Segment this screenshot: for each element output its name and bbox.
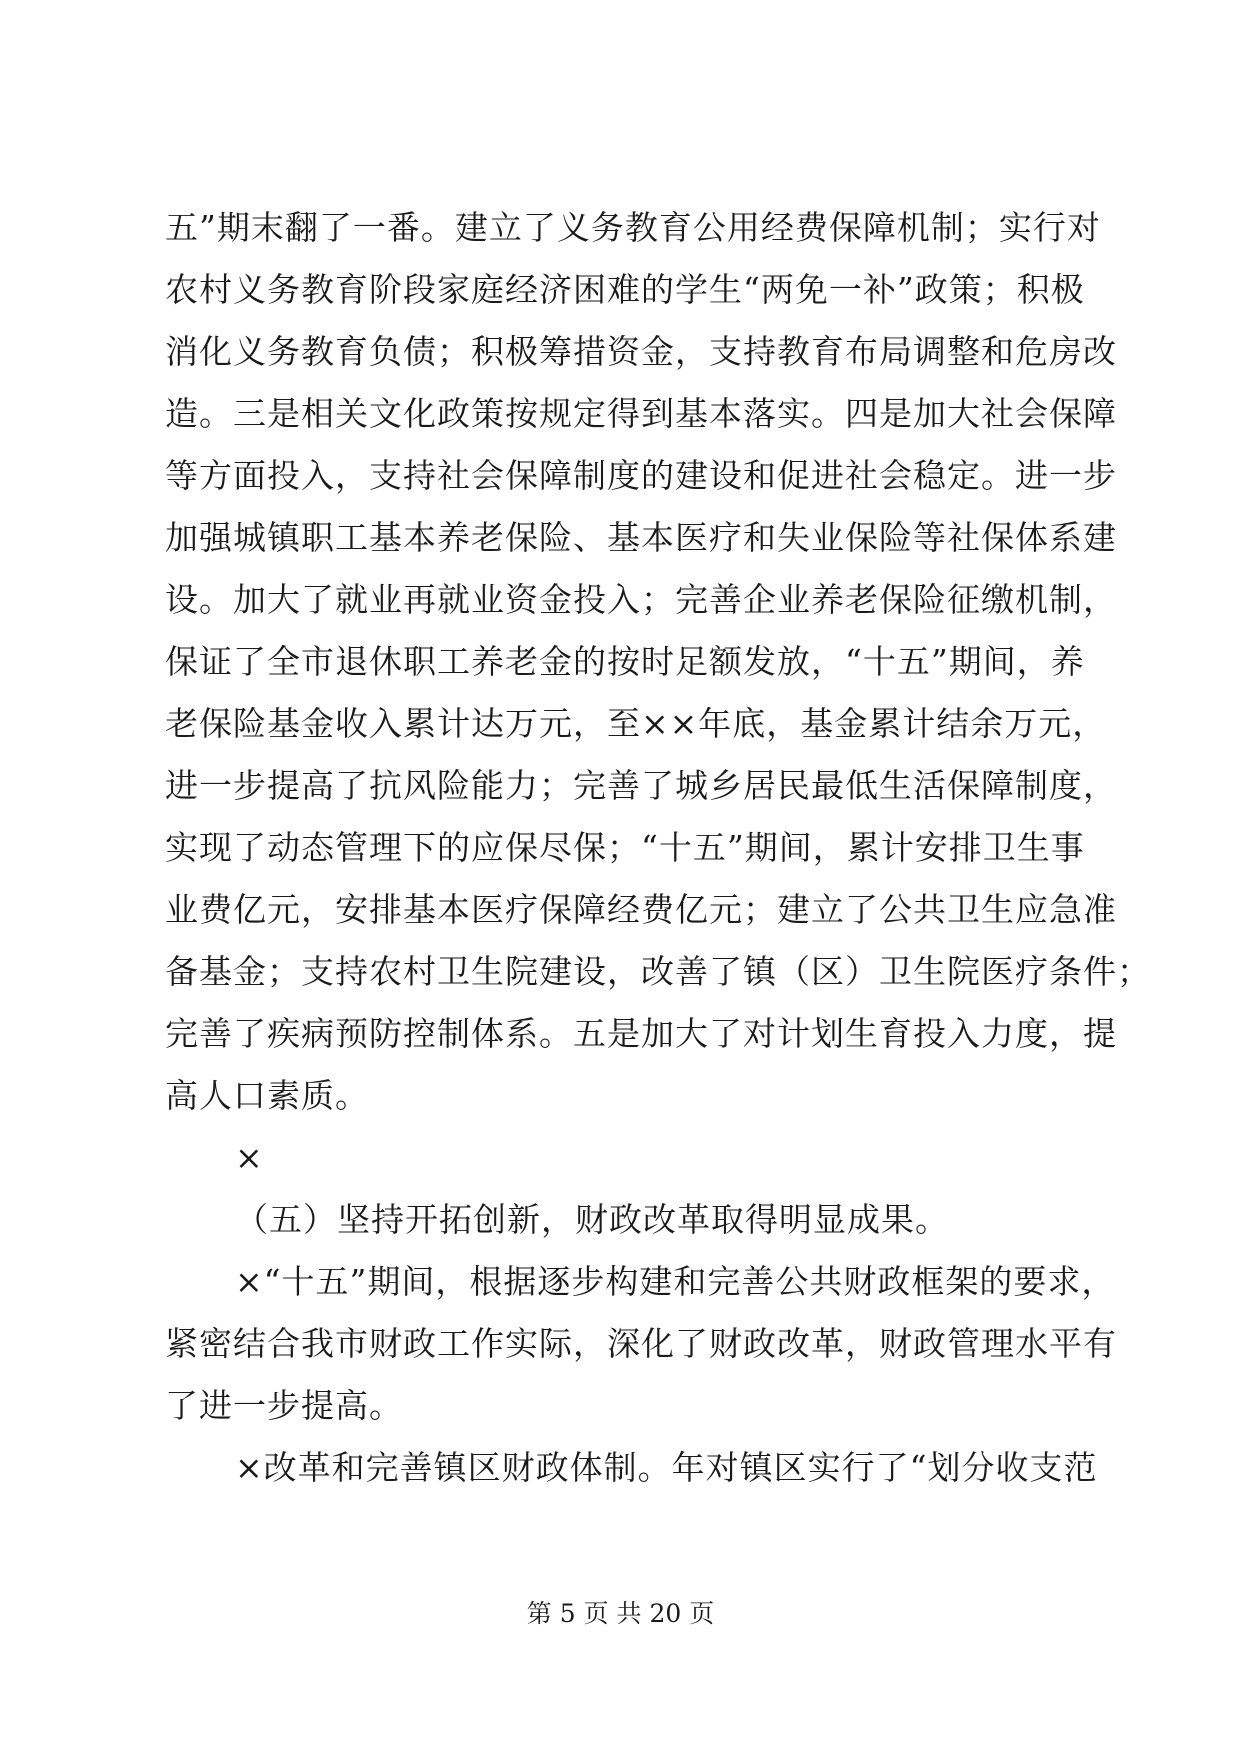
text-line: 紧密结合我市财政工作实际，深化了财政改革，财政管理水平有: [165, 1324, 1117, 1363]
text-line: ×改革和完善镇区财政体制。年对镇区实行了“划分收支范: [235, 1448, 1098, 1487]
text-line: ×: [235, 1138, 264, 1177]
text-line: 老保险基金收入累计达万元，至××年底，基金累计结余万元，: [165, 704, 1107, 743]
page-number-footer: 第 5 页 共 20 页: [526, 1599, 715, 1628]
text-line: ×“十五”期间，根据逐步构建和完善公共财政框架的要求，: [235, 1262, 1116, 1301]
text-line: 完善了疾病预防控制体系。五是加大了对计划生育投入力度，提: [165, 1014, 1117, 1053]
text-line: 加强城镇职工基本养老保险、基本医疗和失业保险等社保体系建: [165, 518, 1117, 557]
text-line: 业费亿元，安排基本医疗保障经费亿元；建立了公共卫生应急准: [165, 890, 1117, 929]
text-line: 消化义务教育负债；积极筹措资金，支持教育布局调整和危房改: [165, 332, 1117, 371]
text-line: 农村义务教育阶段家庭经济困难的学生“两免一补”政策；积极: [165, 270, 1085, 309]
section-heading: （五）坚持开拓创新，财政改革取得明显成果。: [235, 1200, 949, 1239]
text-line: 了进一步提高。: [165, 1386, 403, 1425]
text-line: 备基金；支持农村卫生院建设，改善了镇（区）卫生院医疗条件；: [165, 952, 1151, 991]
text-line: 五”期末翻了一番。建立了义务教育公用经费保障机制；实行对: [165, 208, 1101, 247]
text-line: 实现了动态管理下的应保尽保；“十五”期间，累计安排卫生事: [165, 828, 1085, 867]
text-line: 等方面投入，支持社会保障制度的建设和促进社会稳定。进一步: [165, 456, 1117, 495]
text-line: 造。三是相关文化政策按规定得到基本落实。四是加大社会保障: [165, 394, 1117, 433]
text-line: 保证了全市退休职工养老金的按时足额发放，“十五”期间，养: [165, 642, 1085, 681]
text-line: 设。加大了就业再就业资金投入；完善企业养老保险征缴机制，: [165, 580, 1117, 619]
text-line: 进一步提高了抗风险能力；完善了城乡居民最低生活保障制度，: [165, 766, 1117, 805]
text-line: 高人口素质。: [165, 1076, 369, 1115]
